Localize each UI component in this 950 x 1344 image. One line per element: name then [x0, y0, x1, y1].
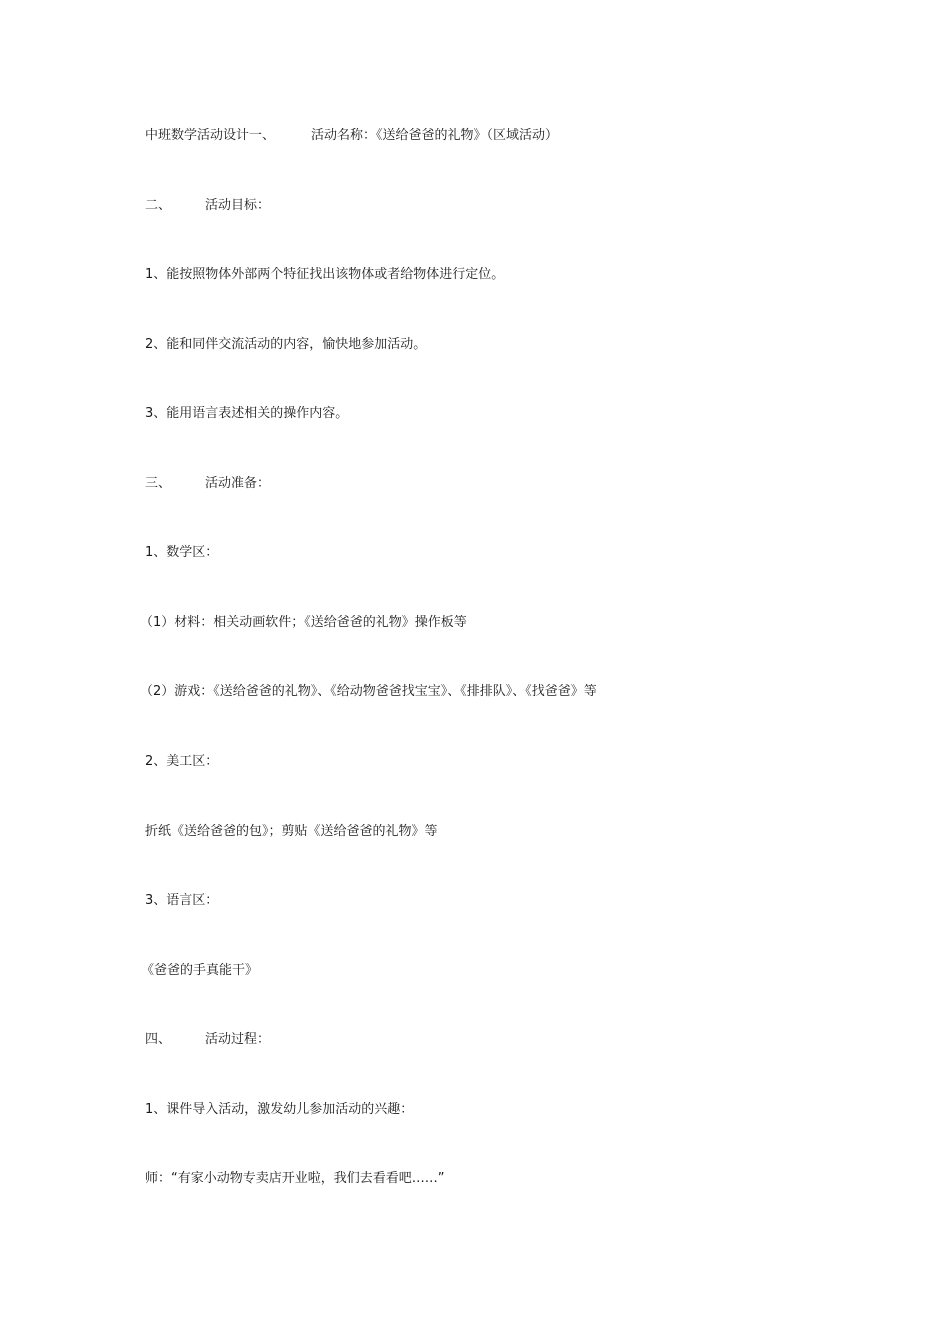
section-number: 四、	[145, 1032, 172, 1047]
section-number: 二、	[145, 198, 172, 213]
goal-item-1: 1、能按照物体外部两个特征找出该物体或者给物体进行定位。	[145, 267, 505, 282]
activity-name: 活动名称：《送给爸爸的礼物》（区域活动）	[311, 128, 559, 143]
section-title: 活动过程：	[205, 1032, 271, 1047]
goal-item-2: 2、能和同伴交流活动的内容，愉快地参加活动。	[145, 337, 427, 352]
goal-item-3: 3、能用语言表述相关的操作内容。	[145, 406, 349, 421]
teacher-quote: 师：“有家小动物专卖店开业啦，我们去看看吧……”	[145, 1171, 445, 1186]
section-heading-preparation	[145, 476, 270, 492]
prep-item-math: 1、数学区：	[145, 545, 219, 560]
section-title: 活动准备：	[205, 476, 271, 491]
doc-title: 中班数学活动设计一、	[145, 128, 276, 143]
prep-math-games: （2）游戏：《送给爸爸的礼物》、《给动物爸爸找宝宝》、《排排队》、《找爸爸》等	[140, 684, 597, 699]
prep-language-content: 《爸爸的手真能干》	[141, 963, 259, 978]
prep-math-materials: （1）材料：相关动画软件；《送给爸爸的礼物》操作板等	[140, 615, 467, 630]
prep-item-art: 2、美工区：	[145, 754, 219, 769]
section-title: 活动目标：	[205, 198, 271, 213]
doc-title-line	[145, 128, 558, 144]
prep-item-language: 3、语言区：	[145, 893, 219, 908]
section-heading-process	[145, 1032, 270, 1048]
section-number: 三、	[145, 476, 172, 491]
section-heading-goals	[145, 198, 270, 214]
process-item-1: 1、课件导入活动，激发幼儿参加活动的兴趣：	[145, 1102, 414, 1117]
prep-art-content: 折纸《送给爸爸的包》；剪贴《送给爸爸的礼物》等	[145, 824, 438, 839]
